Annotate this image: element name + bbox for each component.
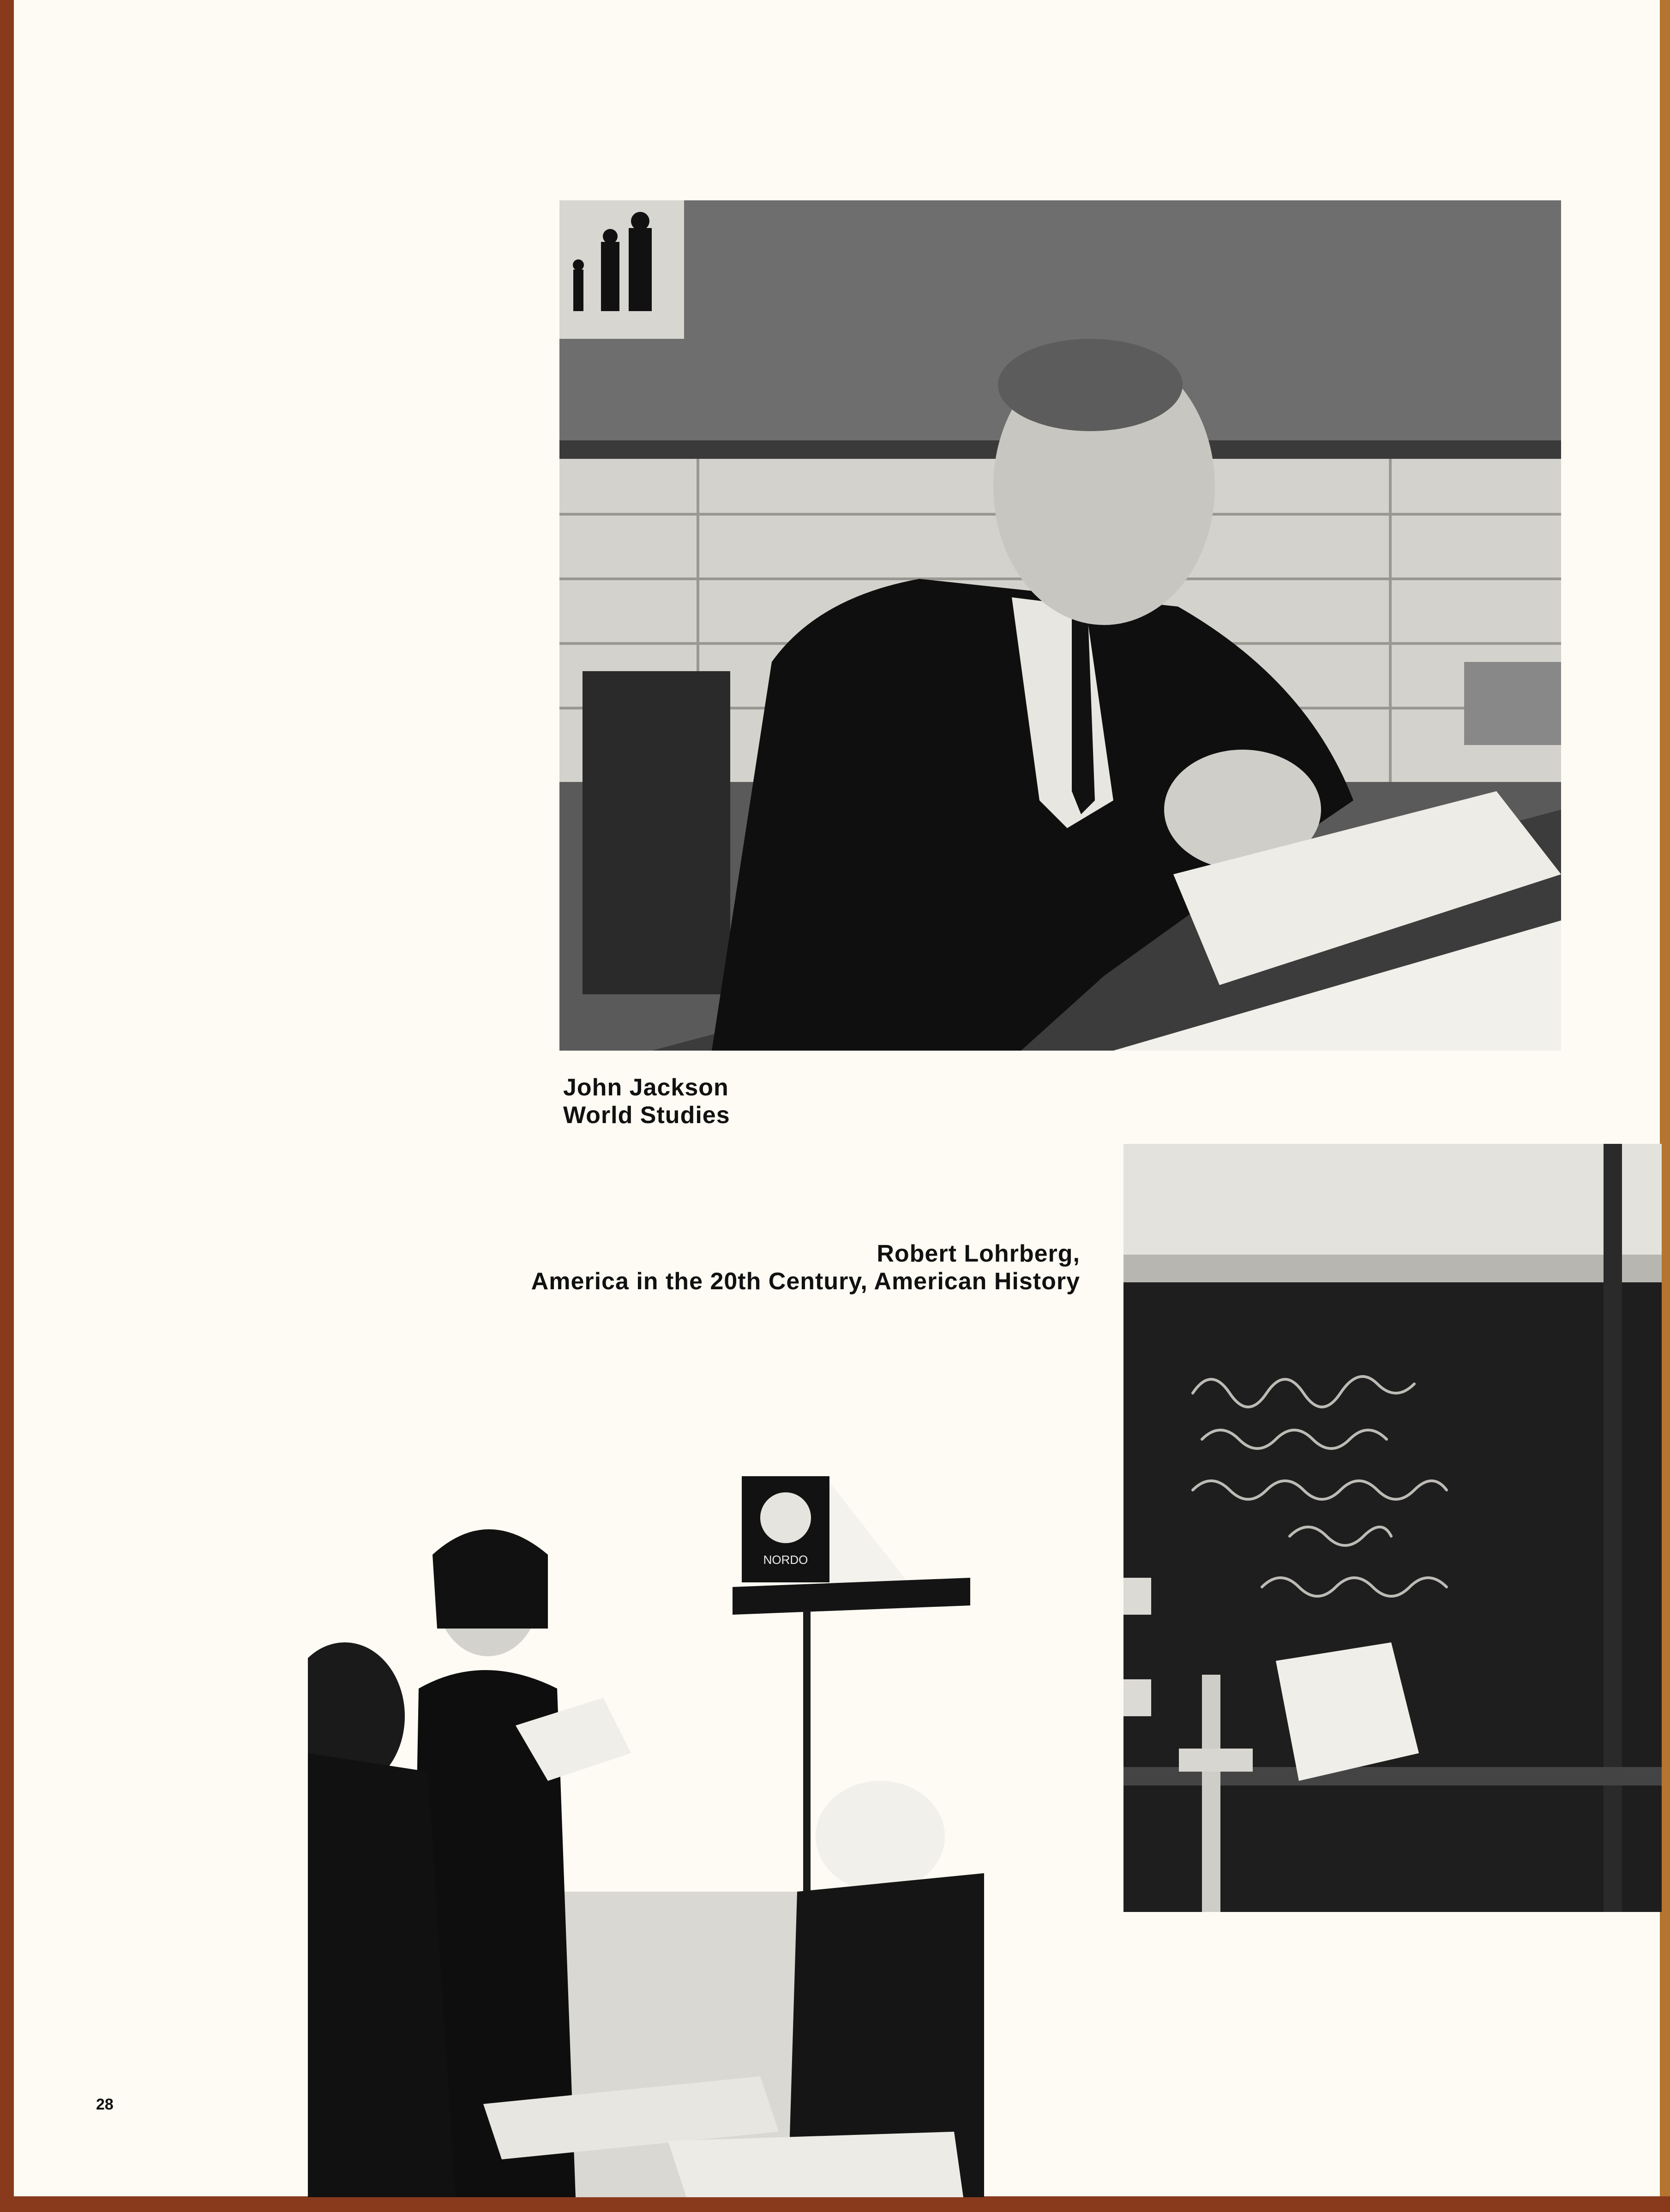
caption-robert-lohrberg [531, 1240, 1080, 1295]
sign-text: NORDO [763, 1553, 808, 1567]
caption-john-jackson [563, 1074, 730, 1129]
page-number: 28 [96, 2096, 114, 2113]
students-photo-art [308, 1476, 984, 2197]
photo-teacher-at-desk [559, 200, 1561, 1051]
caption-name: John Jackson [563, 1074, 729, 1101]
photo-students [308, 1476, 984, 2197]
caption-subject: America in the 20th Century, American History [531, 1268, 1080, 1295]
teacher-photo-art [559, 200, 1561, 1051]
chalkboard-photo-art [1123, 1144, 1662, 1912]
book-edge-bottom [0, 2196, 1670, 2212]
caption-name: Robert Lohrberg, [877, 1240, 1080, 1267]
photo-chalkboard [1123, 1144, 1662, 1912]
caption-subject: World Studies [563, 1102, 730, 1129]
